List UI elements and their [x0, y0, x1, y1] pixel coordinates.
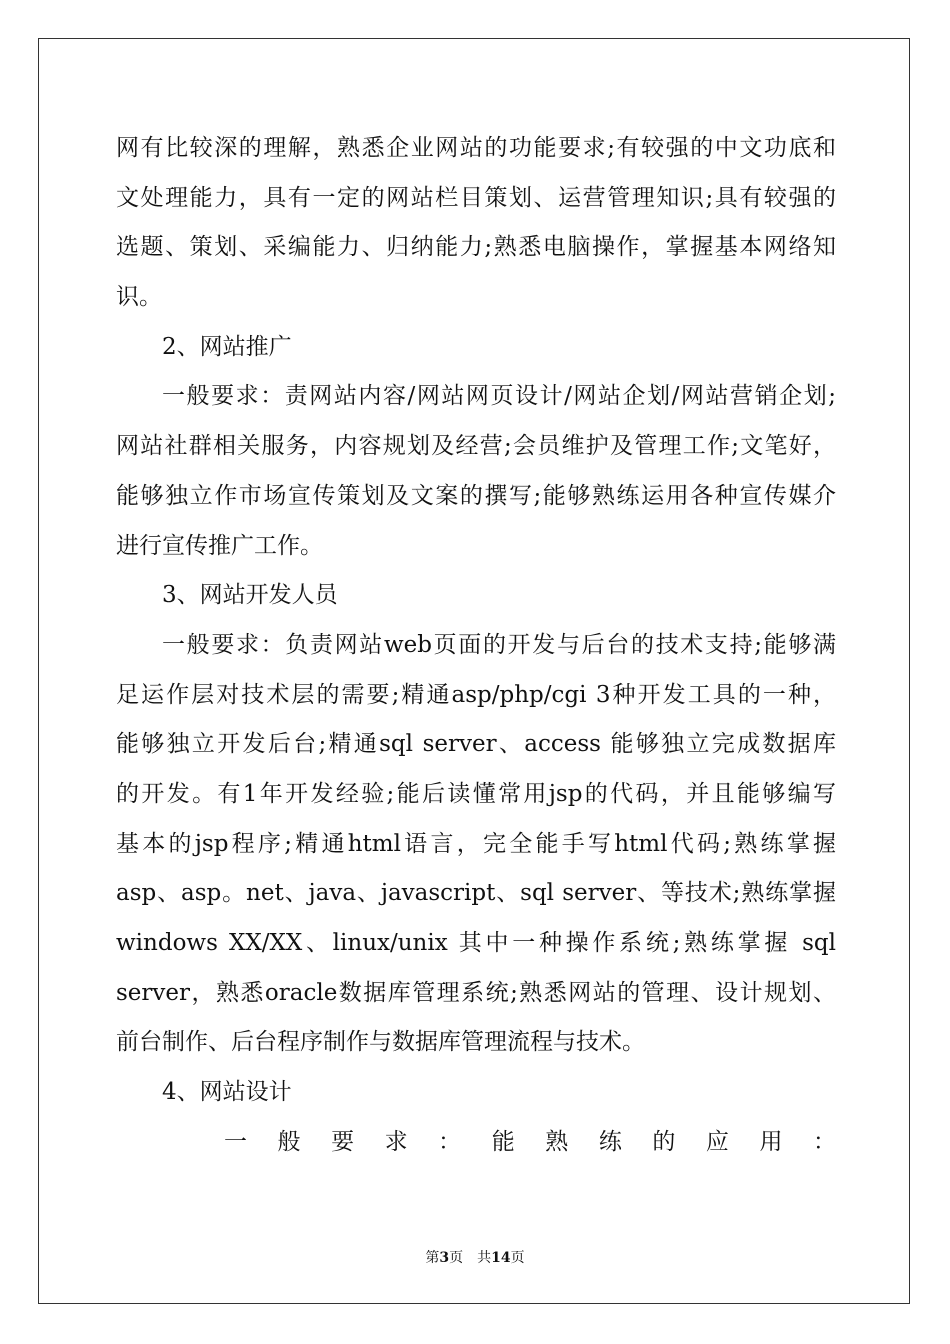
section-heading-3: 3、网站开发人员: [162, 582, 338, 609]
page-footer: [0, 1247, 950, 1267]
text-line: 的开发。有1年开发经验;能后读懂常用jsp的代码，并且能够编写: [116, 780, 836, 807]
text-line: 能够独立开发后台;精通sql server、access 能够独立完成数据库: [116, 731, 836, 758]
text-line: 一般要求：负责网站web页面的开发与后台的技术支持;能够满: [162, 631, 836, 658]
section-heading-2: 2、网站推广: [162, 333, 292, 360]
document-body: [116, 124, 836, 1167]
text-line: windows XX/XX、linux/unix 其中一种操作系统;熟练掌握 sql: [116, 930, 836, 956]
text-line: 网站社群相关服务，内容规划及经营;会员维护及管理工作;文笔好，: [116, 433, 836, 460]
page-total: 14: [491, 1250, 511, 1266]
total-prefix: 共: [477, 1250, 492, 1266]
text-line: 前台制作、后台程序制作与数据库管理流程与技术。: [116, 1029, 645, 1056]
section-heading-4: 4、网站设计: [162, 1079, 292, 1106]
page-prefix: 第: [425, 1250, 440, 1266]
text-line: 一 般 要 求 ： 能 熟 练 的 应 用 ：: [224, 1128, 836, 1155]
text-line: 基本的jsp程序;精通html语言，完全能手写html代码;熟练掌握: [116, 830, 836, 857]
text-line: 选题、策划、采编能力、归纳能力;熟悉电脑操作，掌握基本网络知: [116, 234, 836, 261]
text-line: 能够独立作市场宣传策划及文案的撰写;能够熟练运用各种宣传媒介: [116, 482, 836, 509]
total-suffix: 页: [510, 1250, 525, 1266]
page-suffix: 页: [449, 1250, 464, 1266]
text-line: asp、asp。net、java、javascript、sql server、等技术;熟练掌握: [116, 880, 836, 907]
text-line: 进行宣传推广工作。: [116, 532, 323, 559]
text-line: 一般要求：责网站内容/网站网页设计/网站企划/网站营销企划;: [162, 383, 836, 410]
text-line: 识。: [116, 284, 162, 311]
text-line: server，熟悉oracle数据库管理系统;熟悉网站的管理、设计规划、: [116, 979, 836, 1006]
text-line: 网有比较深的理解，熟悉企业网站的功能要求;有较强的中文功底和: [116, 135, 836, 161]
text-line: 足运作层对技术层的需要;精通asp/php/cgi 3种开发工具的一种，: [116, 681, 836, 708]
page-current: 3: [439, 1250, 450, 1266]
text-line: 文处理能力，具有一定的网站栏目策划、运营管理知识;具有较强的: [116, 184, 836, 211]
